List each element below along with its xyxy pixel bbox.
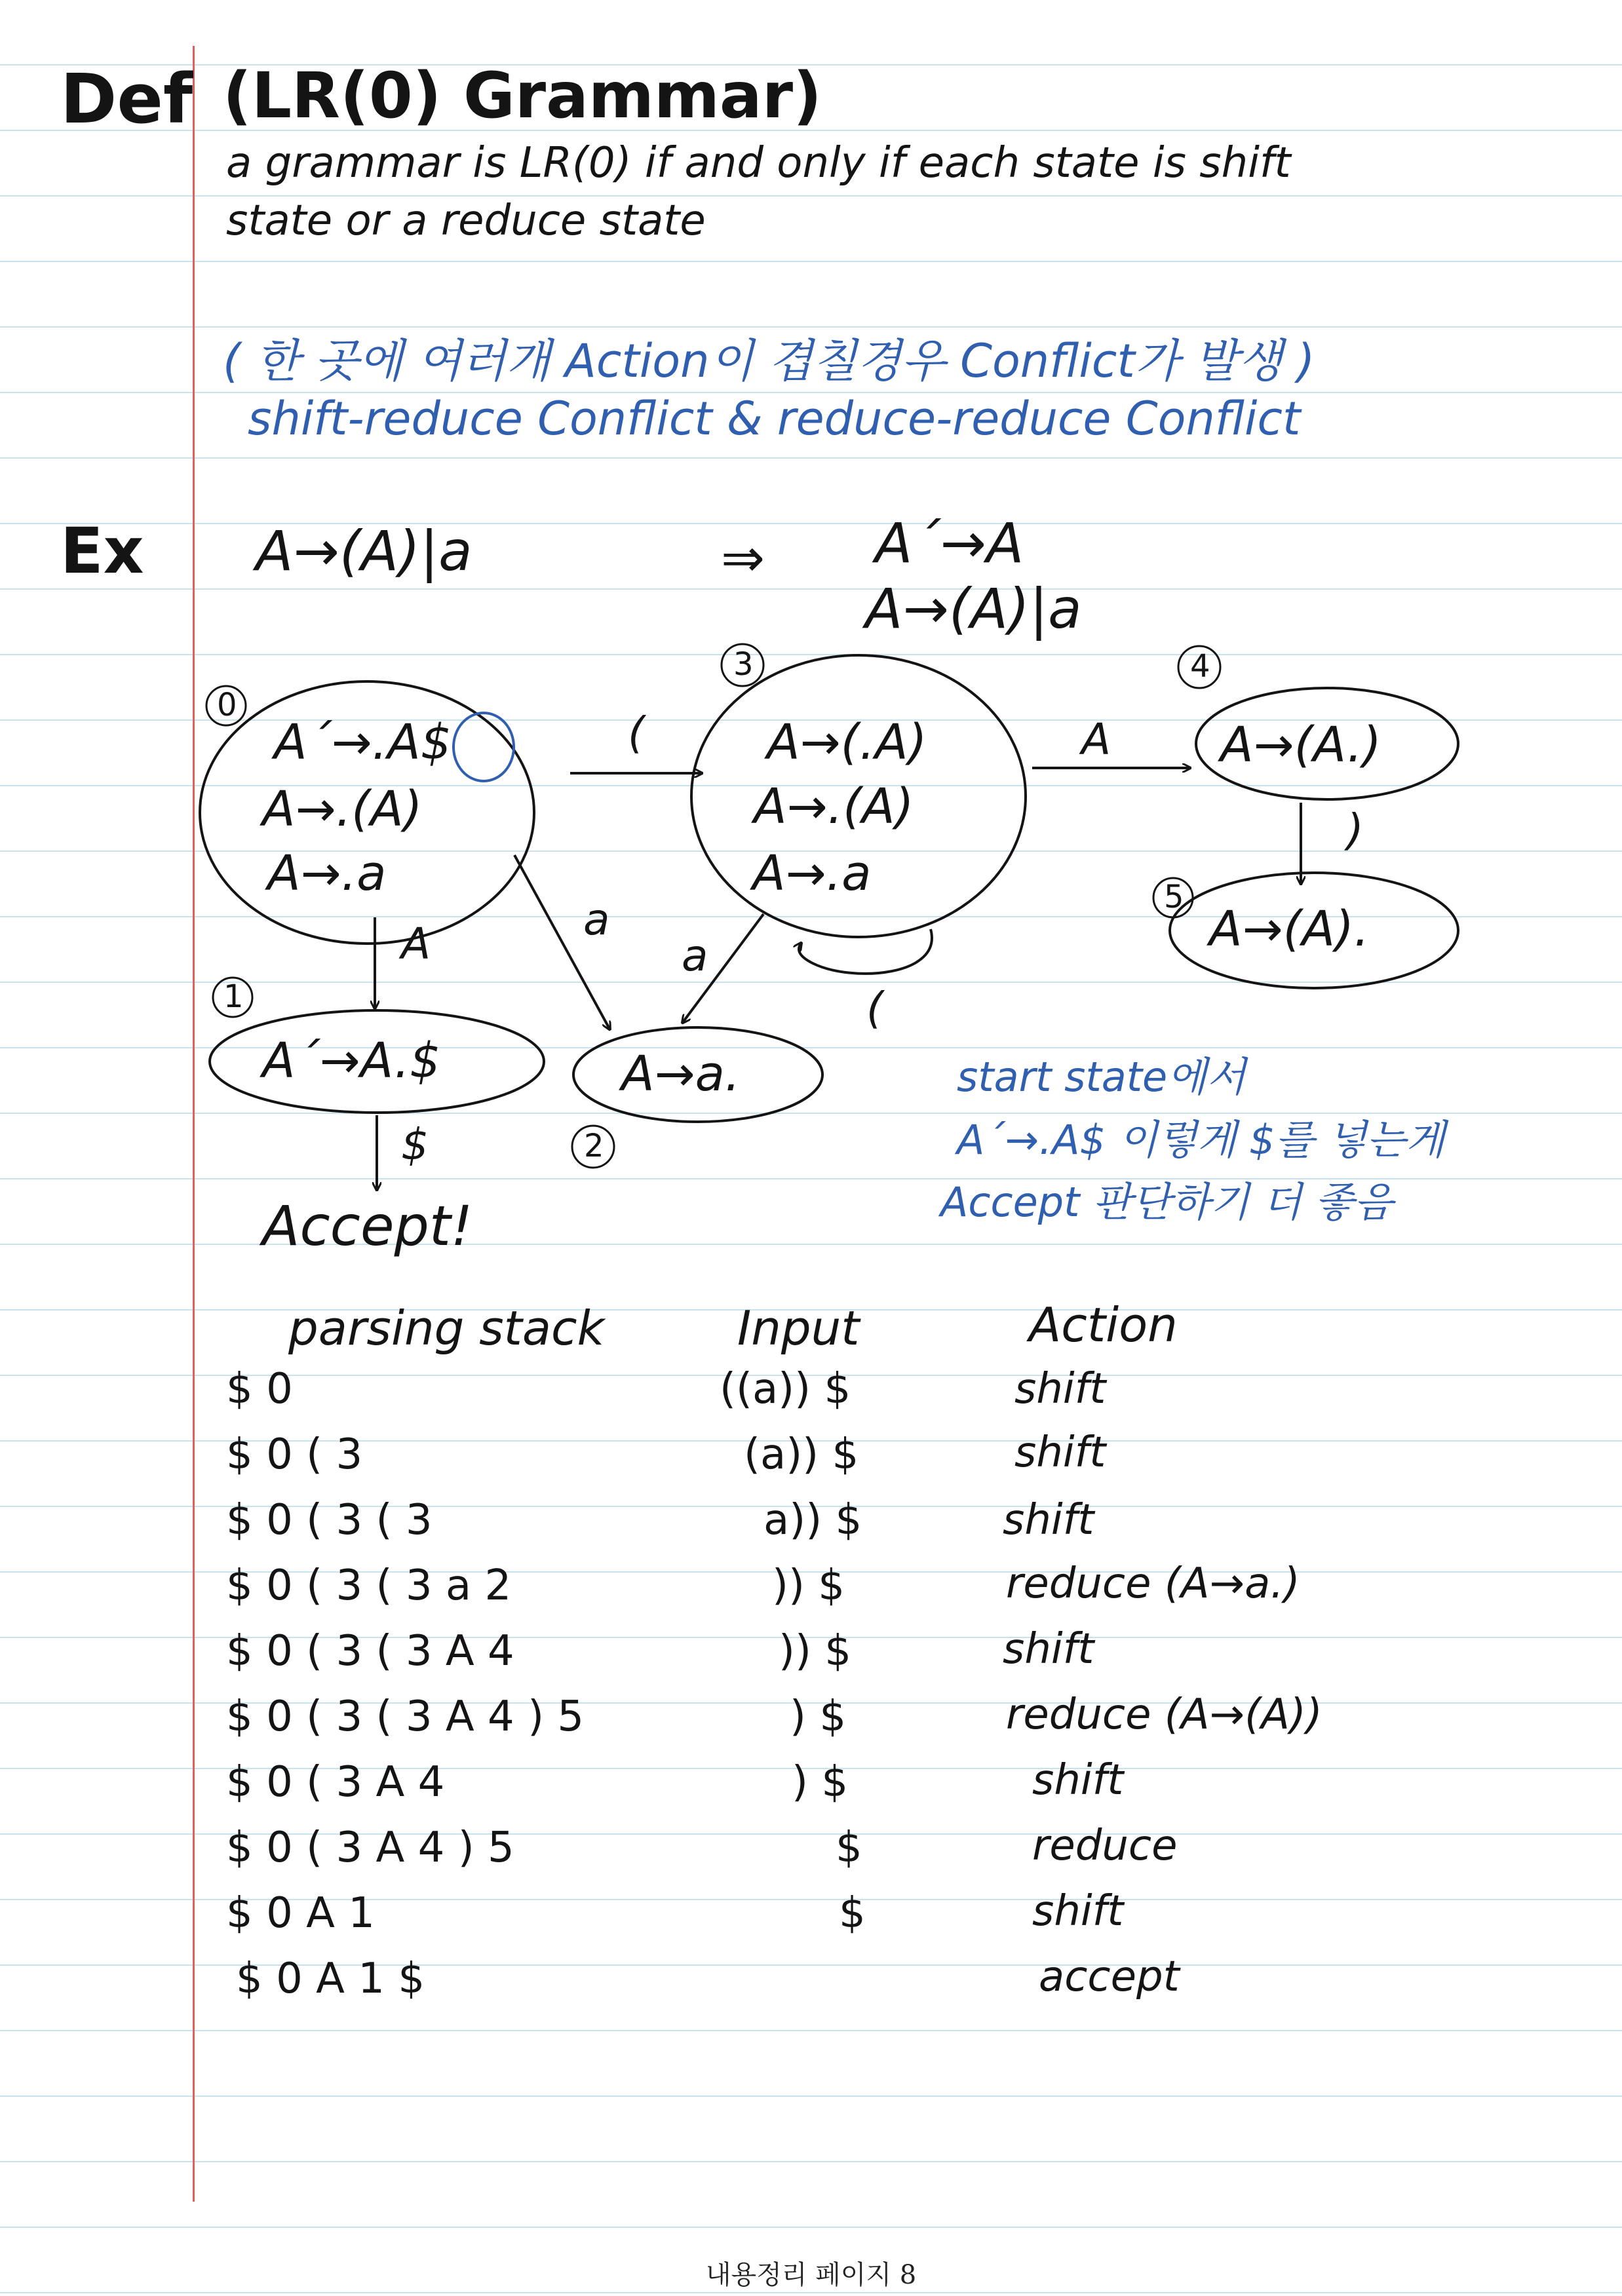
page-footer: 내용정리 페이지 8 (705, 2260, 917, 2290)
edge-label-0-2: a (583, 894, 610, 945)
table-row-2-stack: $ 0 ( 3 (226, 1430, 363, 1479)
table-row-7-action: shift (1032, 1756, 1124, 1805)
state-1-item: A´→A.$ (262, 1033, 441, 1089)
implies-arrow: ⇒ (721, 527, 765, 588)
edge-label-0-3: ( (628, 708, 645, 758)
table-row-8-stack: $ 0 ( 3 A 4 ) 5 (226, 1824, 514, 1872)
table-row-3-input: a)) $ (763, 1496, 862, 1544)
edge-label-1-accept: $ (401, 1119, 429, 1170)
edge-label-0-1: A (401, 919, 431, 969)
table-row-3-stack: $ 0 ( 3 ( 3 (226, 1496, 433, 1544)
ex-label: Ex (60, 514, 144, 588)
conflict-note-line-1: ( 한 곳에 여러개 Action이 겹칠경우 Conflict가 발생 ) (223, 334, 1315, 388)
table-row-6-input: ) $ (790, 1693, 847, 1741)
blue-note-line-2: A´→.A$ 이렇게 $를 넣는게 (957, 1116, 1445, 1164)
table-row-1-stack: $ 0 (226, 1365, 293, 1413)
dollar-highlight-circle (454, 713, 514, 781)
def-title: (LR(0) Grammar) (223, 59, 822, 132)
table-row-1-action: shift (1014, 1365, 1106, 1413)
table-row-7-stack: $ 0 ( 3 A 4 (226, 1758, 445, 1807)
blue-note-line-3: Accept 판단하기 더 좋음 (940, 1178, 1393, 1226)
table-row-5-stack: $ 0 ( 3 ( 3 A 4 (226, 1627, 514, 1675)
state-0-item-2: A→.(A) (262, 781, 423, 837)
state-1-number: 1 (223, 978, 244, 1015)
state-4-number: 4 (1190, 648, 1210, 685)
table-row-9-action: shift (1032, 1887, 1124, 1936)
table-row-3-action: shift (1003, 1496, 1094, 1544)
table-row-4-input: )) $ (772, 1561, 845, 1610)
edge-label-3-2: a (682, 930, 708, 981)
conflict-note-line-2: shift-reduce Conflict & reduce-reduce Conflict (248, 392, 1301, 446)
augmented-line-1: A´→A (875, 511, 1024, 575)
table-header-action: Action (1029, 1297, 1178, 1352)
edge-label-3-4: A (1081, 714, 1111, 765)
table-row-2-action: shift (1014, 1428, 1106, 1477)
table-row-10-action: accept (1039, 1953, 1180, 2001)
table-row-7-input: ) $ (792, 1758, 849, 1807)
table-row-2-input: (a)) $ (744, 1430, 859, 1479)
table-row-8-action: reduce (1032, 1822, 1178, 1870)
state-2-item: A→a. (621, 1046, 741, 1102)
state-3-item-3: A→.a (752, 845, 872, 902)
state-3-number: 3 (733, 646, 754, 683)
edge-label-4-5: ) (1347, 805, 1364, 855)
table-row-9-stack: $ 0 A 1 (226, 1889, 375, 1938)
state-5-number: 5 (1164, 879, 1184, 915)
edge-label-3-self: ( (866, 983, 883, 1033)
table-row-6-action: reduce (A→(A)) (1006, 1691, 1323, 1739)
accept-label: Accept! (262, 1194, 473, 1258)
table-row-4-action: reduce (A→a.) (1006, 1559, 1300, 1608)
table-row-10-stack: $ 0 A 1 $ (236, 1955, 425, 2003)
state-5-item: A→(A). (1209, 901, 1370, 957)
state-3-item-2: A→.(A) (754, 778, 914, 835)
table-row-6-stack: $ 0 ( 3 ( 3 A 4 ) 5 (226, 1693, 585, 1741)
table-header-stack: parsing stack (288, 1301, 605, 1356)
state-0-item-1: A´→.A$ (274, 714, 452, 771)
def-label: Def (60, 59, 193, 139)
state-3-item-1: A→(.A) (767, 714, 927, 771)
table-row-4-stack: $ 0 ( 3 ( 3 a 2 (226, 1561, 512, 1610)
table-row-9-input: $ (839, 1889, 866, 1938)
example-grammar: A→(A)|a (256, 519, 473, 583)
state-0-number: 0 (217, 687, 237, 723)
augmented-line-2: A→(A)|a (865, 577, 1082, 641)
def-line-1: a grammar is LR(0) if and only if each state is shift (226, 139, 1291, 187)
table-row-5-input: )) $ (779, 1627, 851, 1675)
state-4-item: A→(A.) (1220, 717, 1381, 773)
table-header-input: Input (737, 1301, 860, 1356)
table-row-1-input: ((a)) $ (720, 1365, 851, 1413)
def-line-2: state or a reduce state (226, 197, 706, 245)
table-row-5-action: shift (1003, 1625, 1094, 1674)
blue-note-line-1: start state에서 (957, 1053, 1246, 1101)
state-2-number: 2 (584, 1128, 604, 1164)
table-row-8-input: $ (836, 1824, 862, 1872)
state-0-item-3: A→.a (267, 845, 387, 902)
